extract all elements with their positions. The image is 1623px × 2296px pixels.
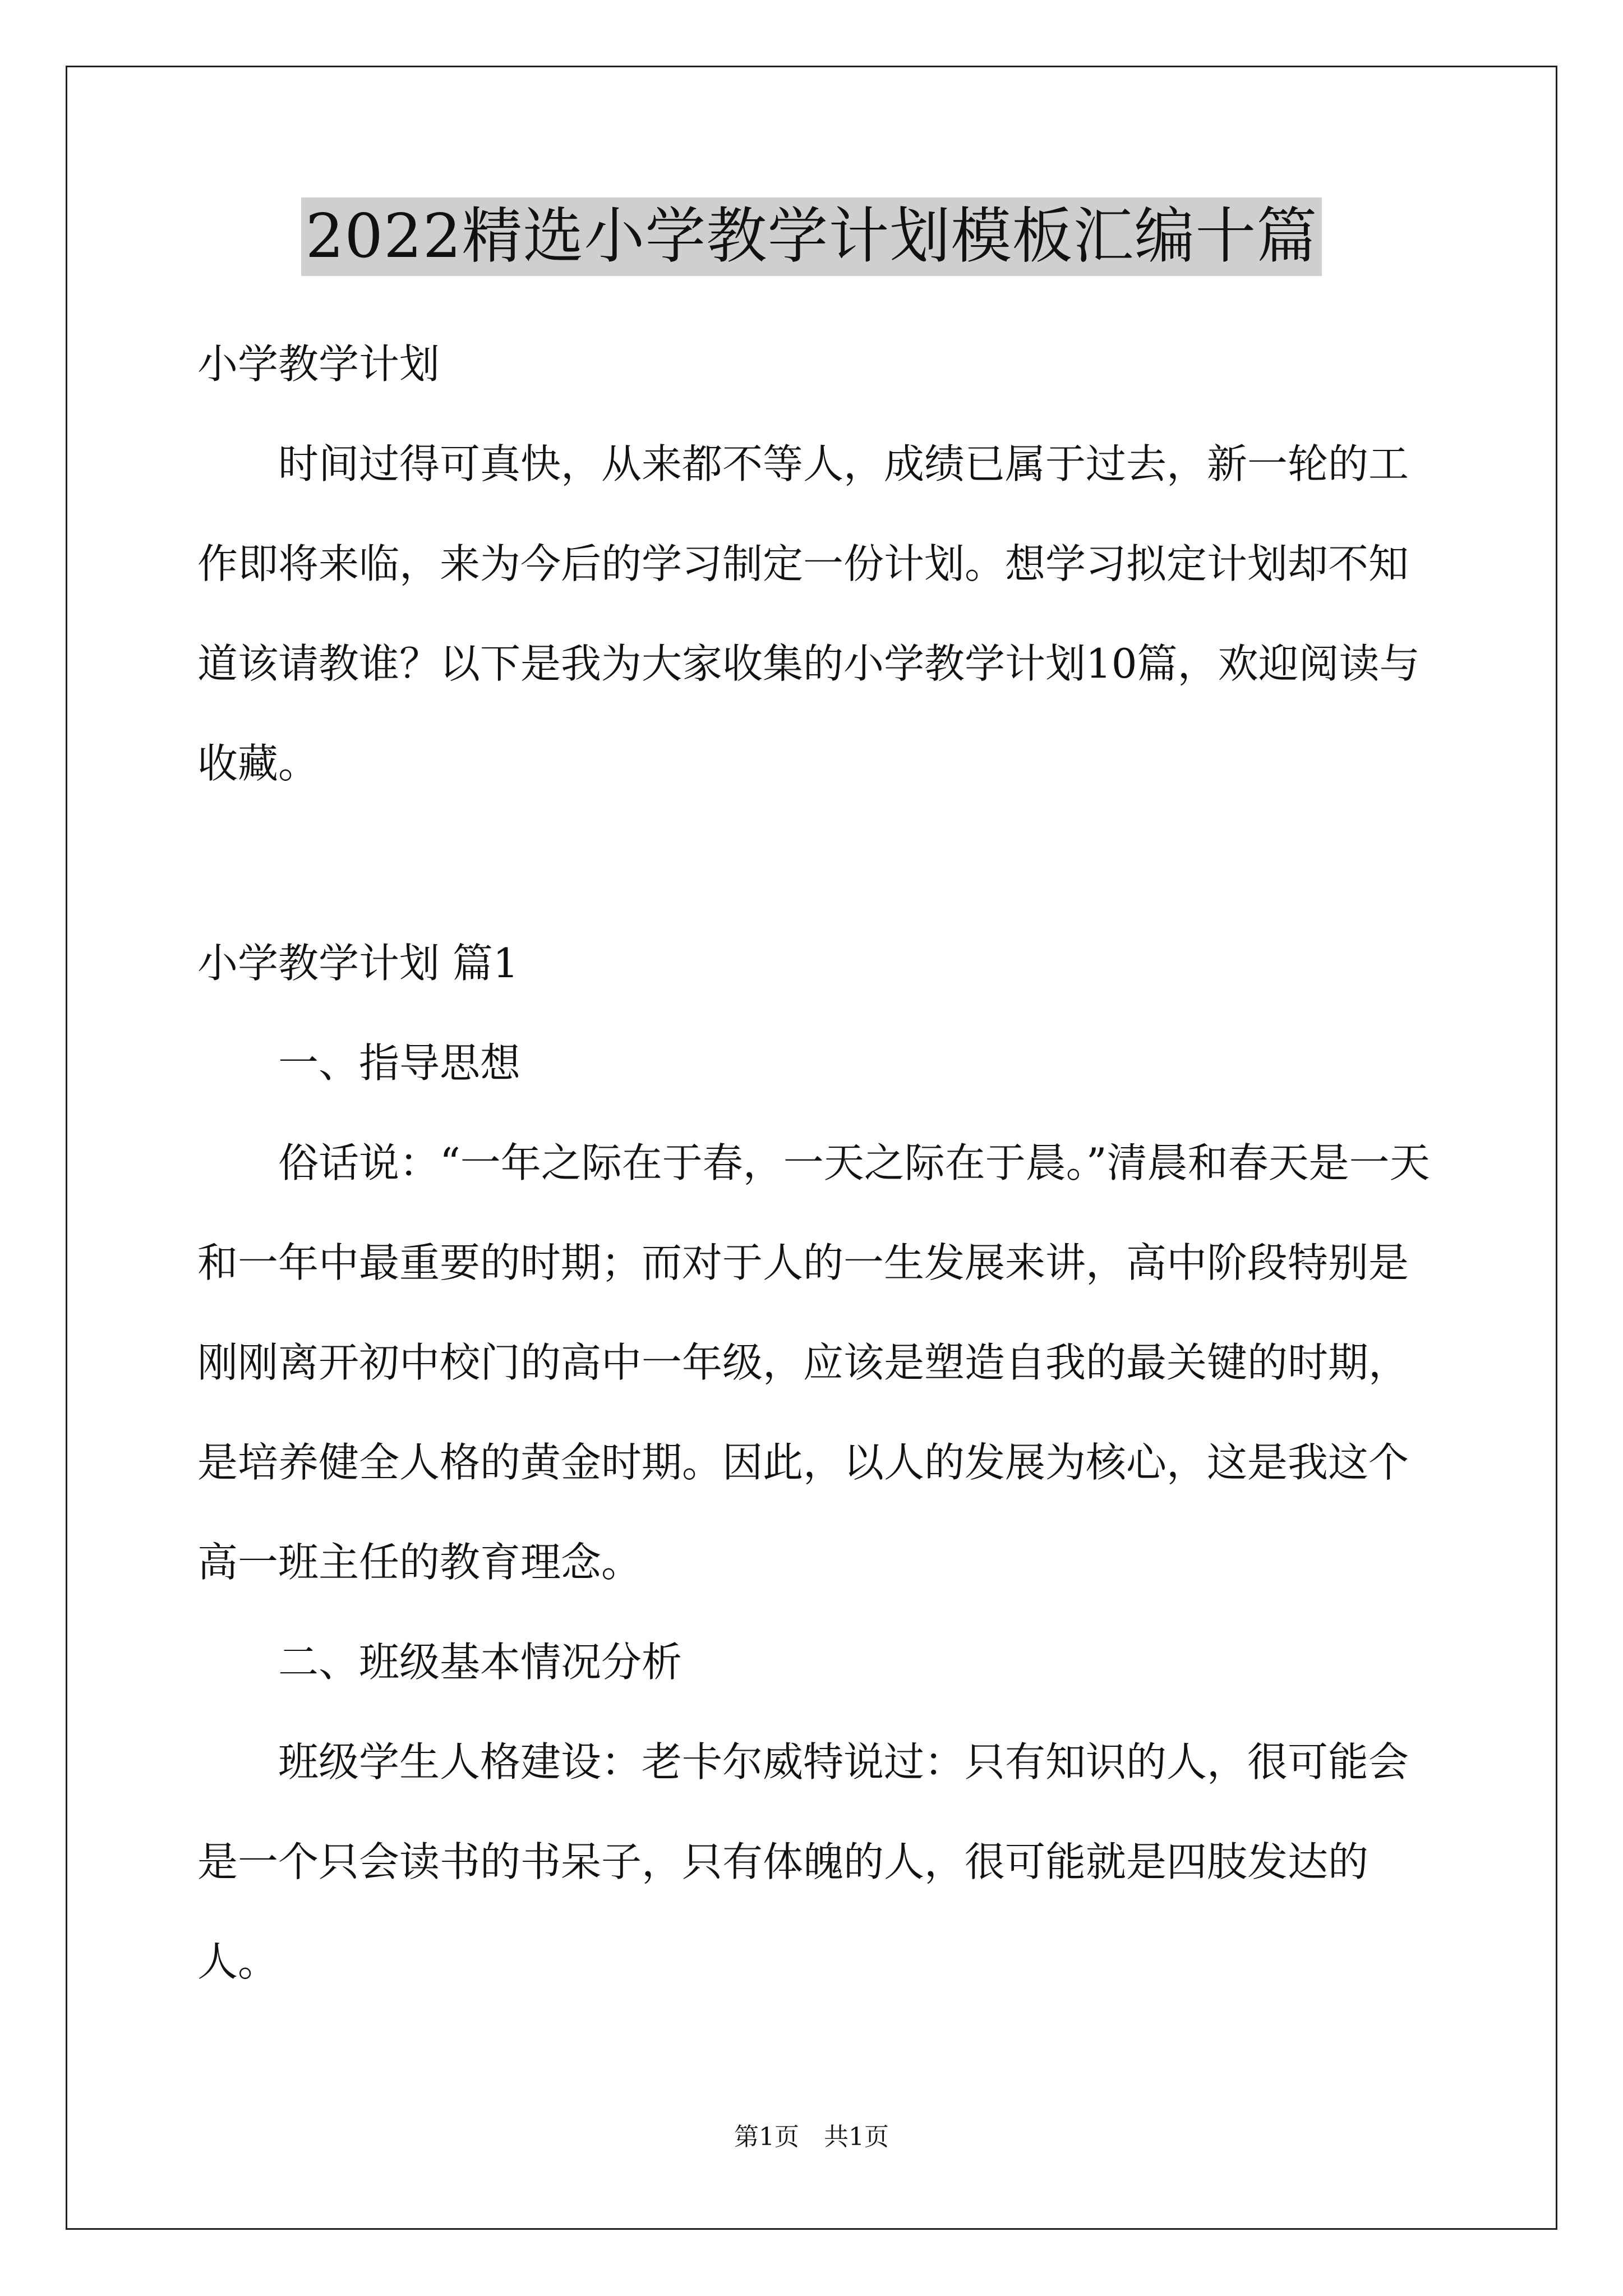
intro-paragraph: 时间过得可真快，从来都不等人，成绩已属于过去，新一轮的工作即将来临，来为今后的学习制定一份计划。想学习拟定计划却不知道该请教谁？以下是我为大家收集的小学教学计划10篇，欢迎阅读与收藏。	[197, 440, 1420, 787]
page-footer: 第1页 共1页	[734, 2123, 889, 2151]
document-body	[197, 314, 1437, 2012]
part1-heading: 一、指导思想	[278, 1039, 521, 1087]
part2-heading: 二、班级基本情况分析	[278, 1639, 683, 1686]
section-heading: 小学教学计划 篇1	[197, 940, 519, 987]
intro-heading: 小学教学计划	[197, 341, 440, 388]
title-container	[0, 197, 1623, 276]
section-spacer	[197, 813, 1437, 913]
document-title: 2022精选小学教学计划模板汇编十篇	[301, 197, 1322, 276]
part1-paragraph: 俗话说：“一年之际在于春，一天之际在于晨。”清晨和春天是一天和一年中最重要的时期；而对于人的一生发展来讲，高中阶段特别是刚刚离开初中校门的高中一年级，应该是塑造自我的最关键的时期，是培养健全人格的黄金时期。因此，以人的发展为核心，这是我这个高一班主任的教育理念。	[197, 1139, 1430, 1586]
part2-paragraph: 班级学生人格建设：老卡尔威特说过：只有知识的人，很可能会是一个只会读书的书呆子，只有体魄的人，很可能就是四肢发达的人。	[197, 1738, 1409, 1985]
